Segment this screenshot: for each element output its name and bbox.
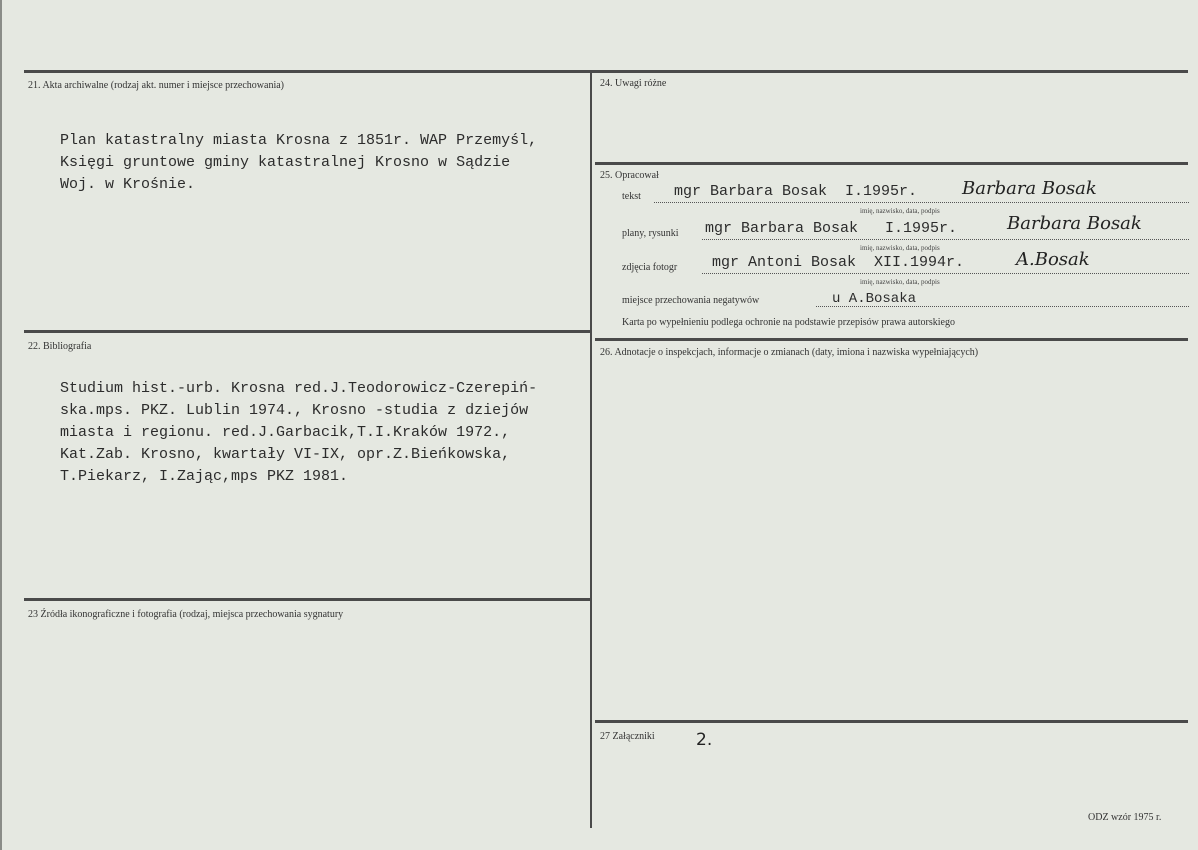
negatywy-label: miejsce przechowania negatywów bbox=[622, 295, 760, 306]
rule-23 bbox=[24, 598, 590, 601]
field-26-label: 26. Adnotacje o inspekcjach, informacje o zmianach (daty, imiona i nazwiska wypełniających) bbox=[600, 347, 979, 358]
tekst-label: tekst bbox=[622, 191, 641, 202]
copyright-note: Karta po wypełnieniu podlega ochronie na podstawie przepisów prawa autorskiego bbox=[622, 317, 955, 328]
tekst-signature: Barbara Bosak bbox=[962, 178, 1097, 199]
rule-26 bbox=[595, 338, 1188, 341]
zdjecia-value: mgr Antoni Bosak XII.1994r. bbox=[712, 254, 965, 271]
field-22-text: Studium hist.-urb. Krosna red.J.Teodorowicz-Czerepiń- ska.mps. PKZ. Lublin 1974., Krosno -studia z dziejów miasta i regionu. red.J.Garbacik,T.I.Kraków 1972., Kat.Zab. Krosno, kwartały VI-IX, opr.Z.Bieńkowska, T.Piekarz, I.Zając,mps PKZ 1981. bbox=[60, 380, 538, 485]
field-24-label: 24. Uwagi różne bbox=[600, 78, 667, 89]
rule-27 bbox=[595, 720, 1188, 723]
plany-signature: Barbara Bosak bbox=[1007, 213, 1142, 234]
field-27-label: 27 Załączniki bbox=[600, 731, 655, 742]
rule-25 bbox=[595, 162, 1188, 165]
tekst-value: mgr Barbara Bosak I.1995r. bbox=[674, 183, 918, 200]
rule-22 bbox=[24, 330, 590, 333]
negatywy-value: u A.Bosaka bbox=[832, 291, 917, 307]
top-rule bbox=[24, 70, 1188, 73]
zdjecia-caption: imię, nazwisko, data, podpis bbox=[860, 278, 940, 286]
column-divider bbox=[590, 70, 592, 828]
form-footer: ODZ wzór 1975 r. bbox=[1088, 812, 1162, 823]
plany-value: mgr Barbara Bosak I.1995r. bbox=[705, 220, 958, 237]
field-23-label: 23 Źródła ikonograficzne i fotografia (rodzaj, miejsca przechowania sygnatury bbox=[28, 609, 344, 620]
plany-label: plany, rysunki bbox=[622, 228, 679, 239]
field-21-label: 21. Akta archiwalne (rodzaj akt. numer i miejsce przechowania) bbox=[28, 80, 285, 91]
field-22-label: 22. Bibliografia bbox=[28, 341, 92, 352]
zdjecia-signature: A.Bosak bbox=[1016, 249, 1090, 270]
tekst-caption: imię, nazwisko, data, podpis bbox=[860, 207, 940, 215]
field-25-label: 25. Opracował bbox=[600, 170, 659, 181]
plany-caption: imię, nazwisko, data, podpis bbox=[860, 244, 940, 252]
field-21-text: Plan katastralny miasta Krosna z 1851r. WAP Przemyśl, Księgi gruntowe gminy katastralnej Krosno w Sądzie Woj. w Krośnie. bbox=[60, 132, 538, 193]
zdjecia-label: zdjęcia fotogr bbox=[622, 262, 678, 273]
field-27-value: 2. bbox=[696, 730, 713, 750]
